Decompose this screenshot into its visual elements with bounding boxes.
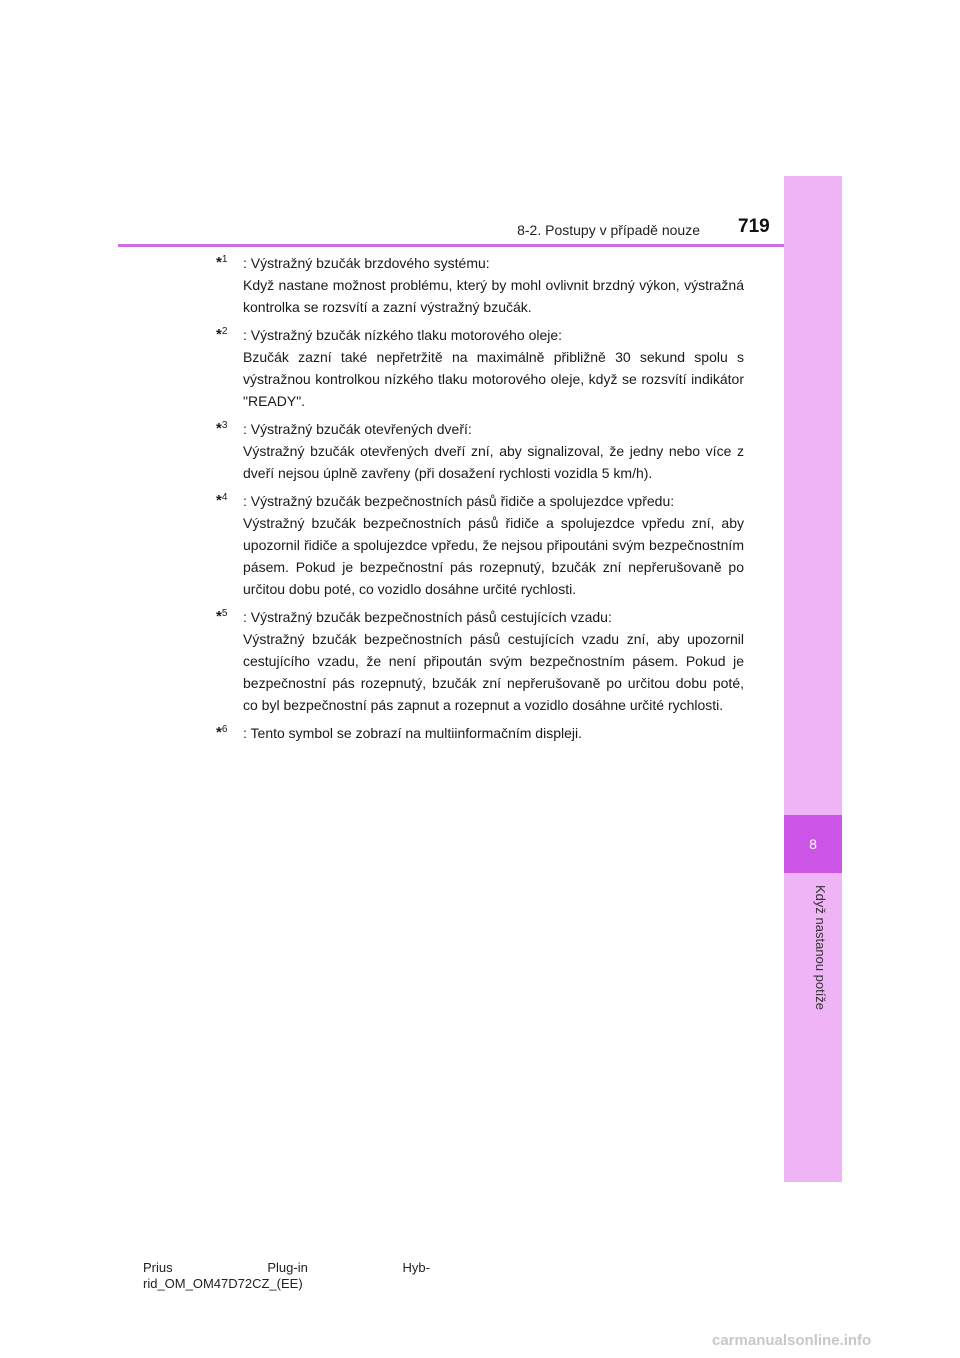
footnote-marker: *$^6$: [216, 724, 228, 741]
footnote-item: [216, 252, 744, 318]
footnote-heading: : Tento symbol se zobrazí na multiinformačním displeji.: [243, 725, 582, 741]
chapter-title: Když nastanou potíže: [813, 885, 828, 1011]
chapter-number-box: [784, 815, 842, 873]
footnote-list: [216, 252, 744, 750]
section-title: 8-2. Postupy v případě nouze: [517, 222, 700, 238]
footer-line-1: [143, 1260, 430, 1276]
footnote-item: [216, 722, 744, 744]
footnote-item: [216, 490, 744, 600]
page-number: 719: [738, 216, 770, 237]
footnote-heading: : Výstražný bzučák nízkého tlaku motorového oleje:: [243, 327, 563, 343]
footnote-heading: : Výstražný bzučák otevřených dveří:: [243, 421, 472, 437]
footer-line-2: rid_OM_OM47D72CZ_(EE): [143, 1276, 303, 1291]
footnote-item: [216, 418, 744, 484]
footnote-marker: *$^5$: [216, 608, 228, 625]
footer-part-2: Plug-in: [267, 1260, 308, 1275]
footnote-marker: *$^3$: [216, 420, 228, 437]
chapter-side-tab: [784, 176, 842, 1182]
chapter-number: 8: [809, 836, 817, 852]
footnote-text: Když nastane možnost problému, který by mohl ovlivnit brzdný výkon, výstražná kontrolka se rozsvítí a zazní výstražný bzučák.: [243, 277, 744, 315]
footnote-marker: *$^1$: [216, 254, 228, 271]
footnote-text: Výstražný bzučák otevřených dveří zní, aby signalizoval, že jedny nebo více z dveří nejsou úplně zavřeny (při dosažení rychlosti vozidla 5 km/h).: [243, 443, 744, 481]
footnote-heading: : Výstražný bzučák brzdového systému:: [243, 255, 490, 271]
watermark: carmanualsonline.info: [712, 1332, 872, 1349]
footnote-text: Výstražný bzučák bezpečnostních pásů řidiče a spolujezdce vpředu zní, aby upozornil řidiče a spolujezdce vpředu, že nejsou připoutáni svým bezpečnostním pásem. Pokud je bezpečnostní pás rozepnutý, bzučák zní nepřerušovaně po určitou dobu poté, co vozidlo dosáhne určité rychlosti.: [243, 515, 744, 597]
footnote-item: [216, 606, 744, 716]
footer-part-3: Hyb-: [402, 1260, 430, 1275]
footnote-text: Výstražný bzučák bezpečnostních pásů cestujících vzadu zní, aby upozornil cestujícího vzadu, že není připoután svým bezpečnostním pásem. Pokud je bezpečnostní pás rozepnutý, bzučák zní nepřerušovaně po určitou dobu poté, co byl bezpečnostní pás zapnut a rozepnut a vozidlo dosáhne určité rychlosti.: [243, 631, 744, 713]
footnote-text: Bzučák zazní také nepřetržitě na maximálně přibližně 30 sekund spolu s výstražnou kontrolkou nízkého tlaku motorového oleje, když se rozsvítí indikátor "READY".: [243, 349, 744, 409]
footer-part-1: Prius: [143, 1260, 173, 1275]
document-footer: [143, 1260, 443, 1292]
footnote-heading: : Výstražný bzučák bezpečnostních pásů cestujících vzadu:: [243, 609, 612, 625]
header-divider: [118, 244, 784, 247]
footnote-marker: *$^4$: [216, 492, 228, 509]
footnote-heading: : Výstražný bzučák bezpečnostních pásů řidiče a spolujezdce vpředu:: [243, 493, 675, 509]
footnote-marker: *$^2$: [216, 326, 228, 343]
footnote-item: [216, 324, 744, 412]
